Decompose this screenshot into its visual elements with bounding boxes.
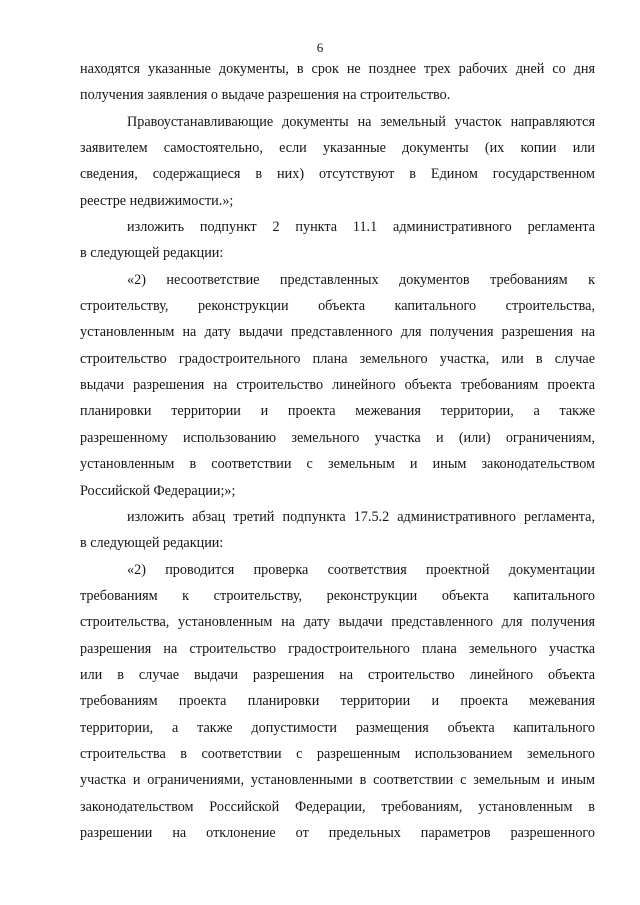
text-line: территории, а также допустимости размещения объекта капитального [80, 719, 595, 736]
text-line: разрешения на строительство градостроительного плана земельного участка [80, 640, 595, 657]
text-line: строительство градостроительного плана земельного участка, или в случае [80, 350, 595, 367]
text-line: получения заявления о выдаче разрешения на строительство. [80, 87, 451, 104]
text-line: в следующей редакции: [80, 245, 224, 262]
text-line: «2) несоответствие представленных документов требованиям к [127, 271, 595, 288]
text-line: требованиям к строительству, реконструкции объекта капитального [80, 587, 595, 604]
text-line: установленным на дату выдачи представленного для получения разрешения на [80, 324, 595, 341]
text-line: Российской Федерации;»; [80, 482, 236, 499]
text-line: в следующей редакции: [80, 535, 224, 552]
text-line: находятся указанные документы, в срок не позднее трех рабочих дней со дня [80, 61, 595, 77]
text-line: изложить подпункт 2 пункта 11.1 административного регламента [127, 219, 595, 236]
text-line: разрешении на отклонение от предельных параметров разрешенного [80, 824, 595, 841]
text-line: заявителем самостоятельно, если указанные документы (их копии или [80, 140, 595, 157]
text-line: планировки территории и проекта межевания территории, а также [80, 403, 595, 420]
text-line: строительству, реконструкции объекта капитального строительства, [80, 298, 595, 315]
page-number: 6 [316, 40, 324, 55]
text-line: строительства в соответствии с разрешенным использованием земельного [80, 745, 595, 762]
text-line: или в случае выдачи разрешения на строительство линейного объекта [80, 666, 595, 683]
document-body [80, 56, 595, 846]
text-line: законодательством Российской Федерации, требованиям, установленным в [80, 798, 595, 815]
text-line: «2) проводится проверка соответствия проектной документации [127, 561, 595, 578]
text-line: Правоустанавливающие документы на земельный участок направляются [127, 113, 595, 130]
text-line: сведения, содержащиеся в них) отсутствуют в Едином государственном [80, 166, 595, 183]
text-line: выдачи разрешения на строительство линейного объекта требованиям проекта [80, 377, 595, 394]
text-line: установленным в соответствии с земельным и иным законодательством [80, 456, 595, 473]
text-line: участка и ограничениями, установленными в соответствии с земельным и иным [80, 772, 595, 789]
text-line: требованиям проекта планировки территории и проекта межевания [80, 693, 595, 710]
text-line: разрешенному использованию земельного участка и (или) ограничениям, [80, 429, 595, 446]
text-line: изложить абзац третий подпункта 17.5.2 административного регламента, [127, 508, 595, 525]
text-line: строительства, установленным на дату выдачи представленного для получения [80, 614, 595, 631]
text-line: реестре недвижимости.»; [80, 192, 234, 209]
